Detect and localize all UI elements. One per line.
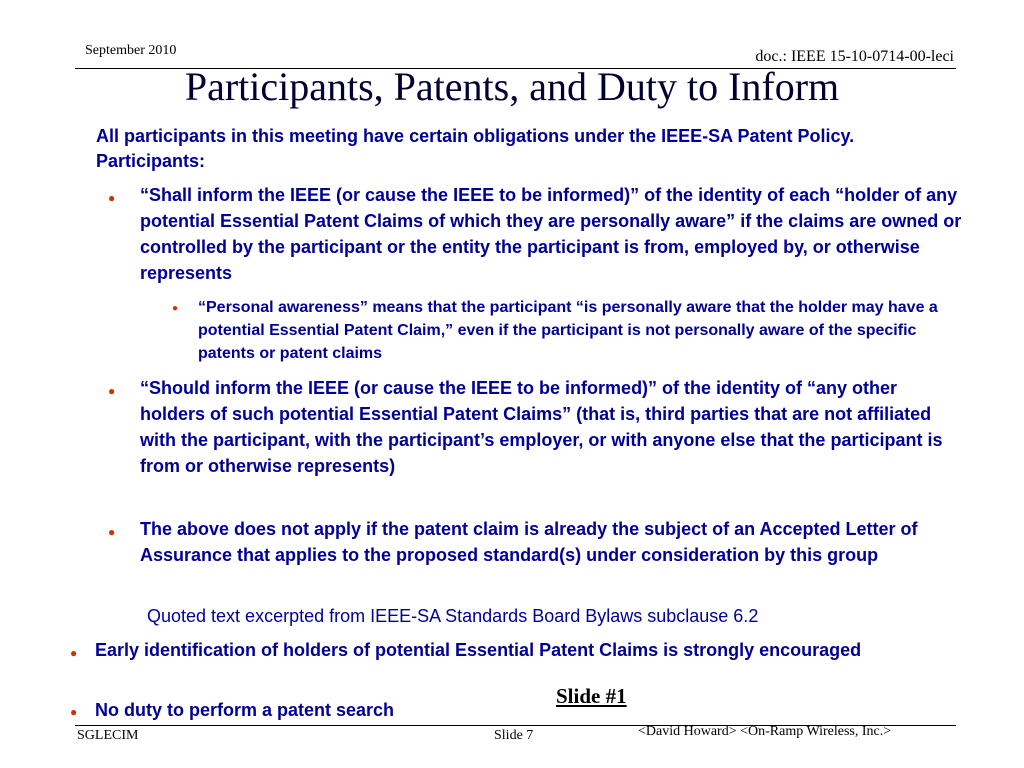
- list-item: No duty to perform a patent search: [95, 700, 395, 720]
- footer-left-label: SGLECIM: [77, 728, 139, 743]
- header-date: September 2010: [85, 43, 177, 58]
- header-doc-id: doc.: IEEE 15-10-0714-00-leci: [755, 48, 954, 65]
- footer-author: <David Howard> <On-Ramp Wireless, Inc.>: [638, 724, 892, 739]
- intro-paragraph: All participants in this meeting have certain obligations under the IEEE-SA Patent Policy. Participants:: [96, 126, 855, 171]
- list-item: “Should inform the IEEE (or cause the IEEE to be informed)” of the identity of “any other holders of such potential Essential Patent Claims” (that is, third parties that are not affiliated with the participant, with the participant’s employer, or with anyone else that the participant is from or otherwise represents): [140, 378, 943, 476]
- slide-title: Participants, Patents, and Duty to Inform: [184, 64, 840, 109]
- footer-slide-number: Slide 7: [494, 728, 534, 743]
- bullet-icon: ●: [70, 646, 78, 660]
- bullet-icon: ●: [108, 191, 116, 205]
- bullet-icon: ●: [108, 384, 116, 398]
- bullet-icon: ●: [108, 525, 116, 539]
- sub-list-item: “Personal awareness” means that the participant “is personally aware that the holder may have a potential Essential Patent Claim,” even if the participant is not personally aware of the specific patents or patent claims: [198, 299, 938, 362]
- list-item: Early identification of holders of potential Essential Patent Claims is strongly encouraged: [95, 640, 862, 660]
- bullet-icon: ●: [70, 705, 78, 719]
- slide-number-badge: Slide #1: [556, 684, 627, 708]
- list-item: “Shall inform the IEEE (or cause the IEEE to be informed)” of the identity of each “holder of any potential Essential Patent Claims of which they are personally aware” if the claims are owned or controlled by the participant or the entity the participant is from, employed by, or otherwise represents: [140, 185, 962, 283]
- list-item: The above does not apply if the patent claim is already the subject of an Accepted Letter of Assurance that applies to the proposed standard(s) under consideration by this group: [140, 519, 918, 565]
- quote-source-note: Quoted text excerpted from IEEE-SA Standards Board Bylaws subclause 6.2: [147, 606, 759, 626]
- sub-bullet-icon: ●: [172, 303, 179, 314]
